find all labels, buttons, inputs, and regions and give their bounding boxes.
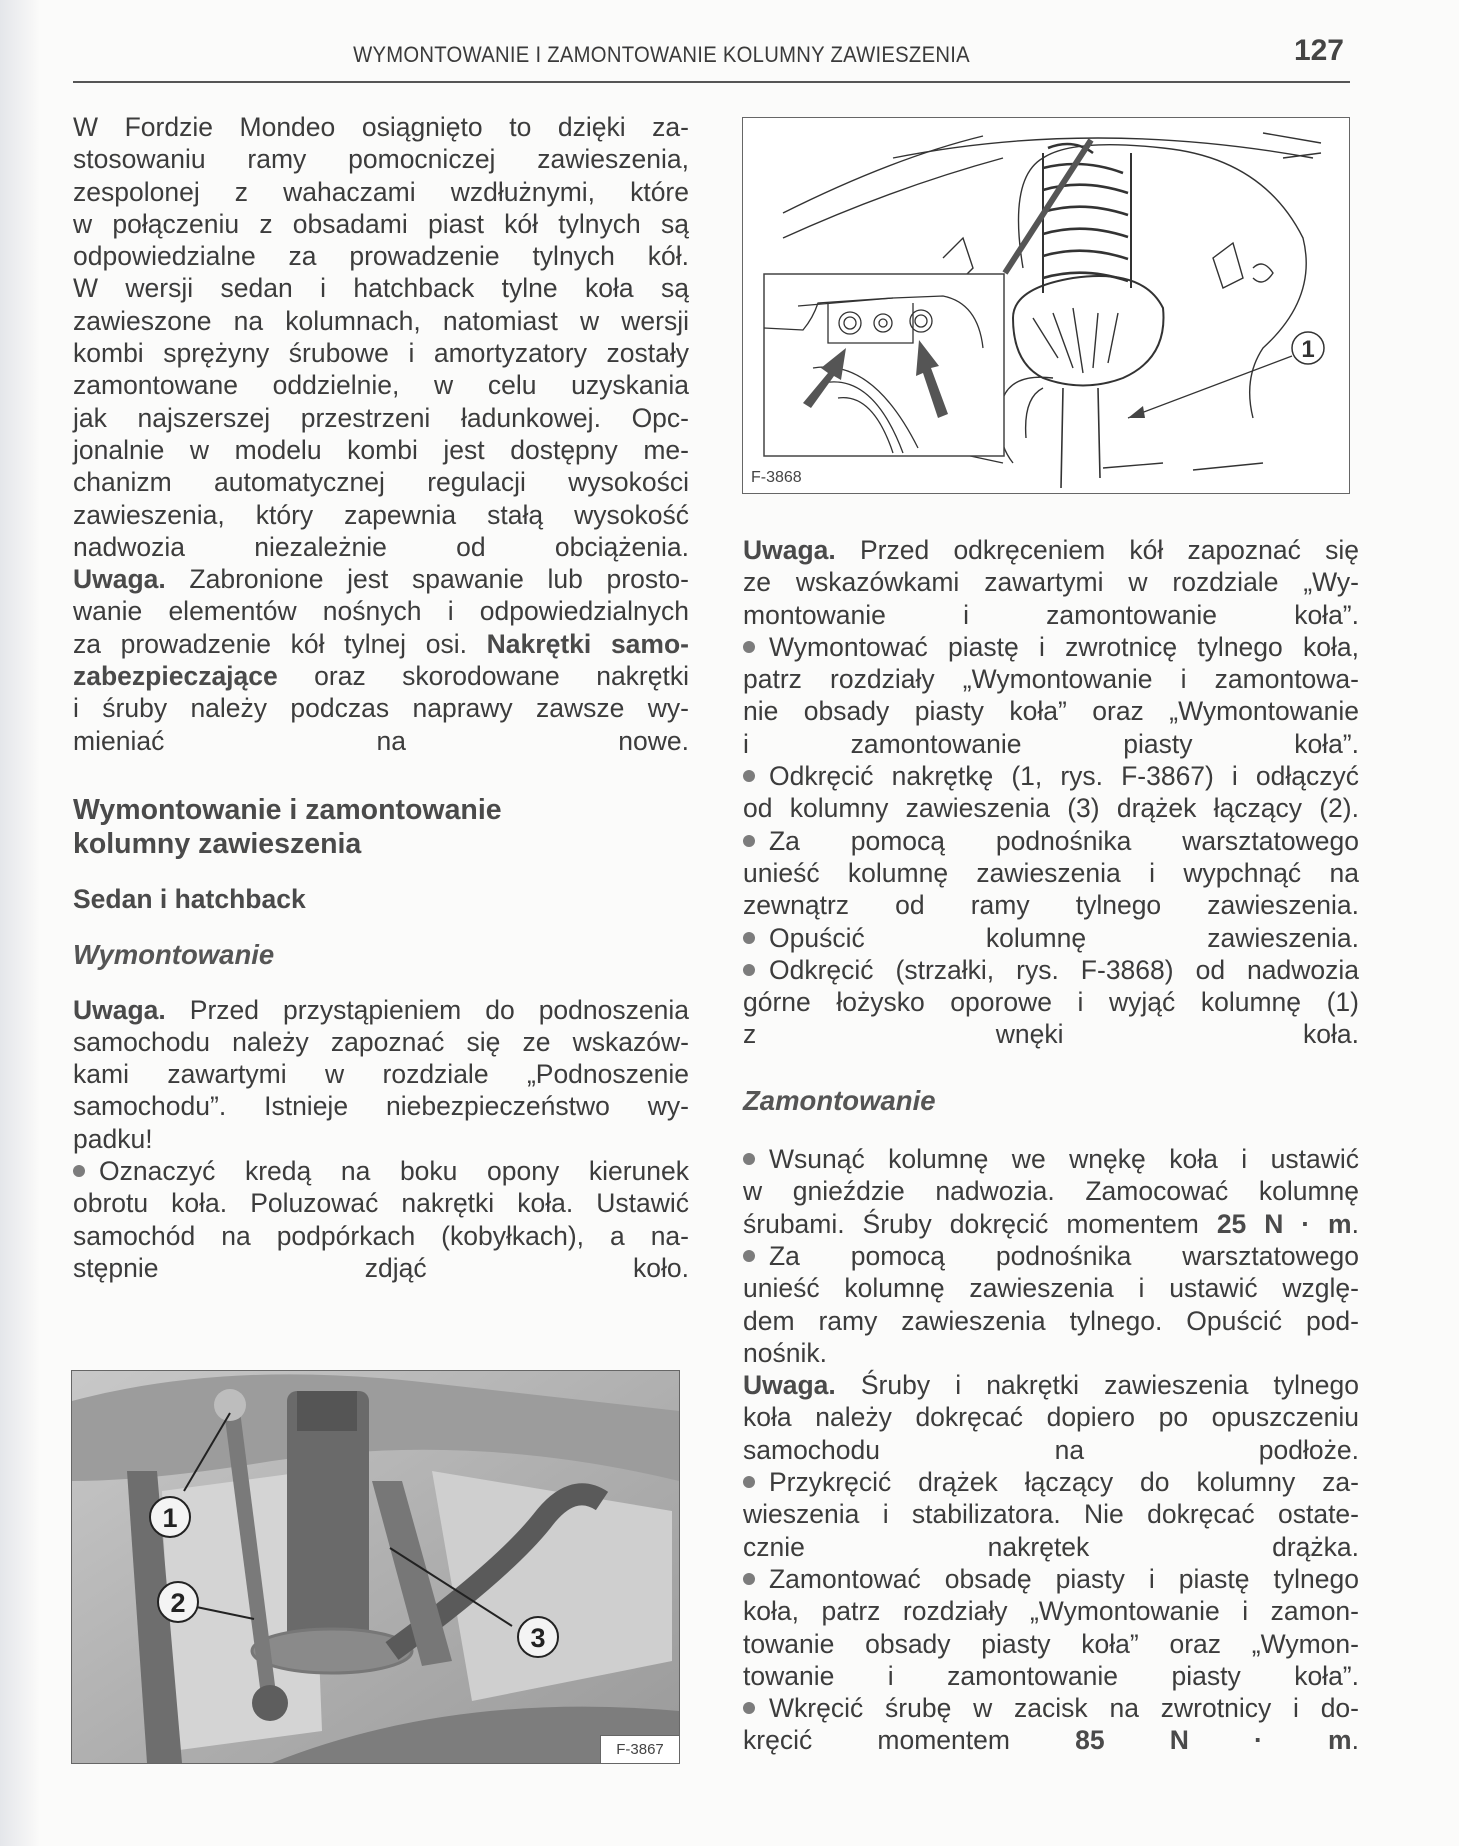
text-span: kręcić momentem (743, 1725, 1076, 1756)
text-line: od kolumny zawieszenia (3) drążek łączący (2). (743, 793, 1359, 824)
install-step-1 (743, 1143, 1359, 1240)
removal-step-2 (743, 760, 1359, 825)
text-line (743, 1563, 1359, 1595)
text-line: samochodu należy zapoznać się ze wskazów- (73, 1026, 689, 1057)
text-line: nośnik. (743, 1337, 827, 1368)
bullet-icon (743, 641, 755, 653)
procedure-heading-removal: Wymontowanie (73, 939, 275, 971)
text-line: i śruby należy podczas naprawy zawsze wy- (73, 693, 689, 724)
bullet-icon (73, 1165, 85, 1177)
text-line (743, 954, 1359, 986)
bullet-icon (743, 835, 755, 847)
warning-welding (73, 563, 689, 757)
text-line: stępnie zdjąć koło. (73, 1252, 689, 1283)
torque-value: 25 N · m (1216, 1208, 1352, 1239)
text-span: Przykręcić drążek łączący do kolumny za- (769, 1467, 1359, 1498)
text-span: Opuścić kolumnę zawieszenia. (769, 922, 1359, 953)
text-line: zawieszone na kolumnach, natomiast w wersji (73, 305, 689, 336)
text-line: kombi sprężyny śrubowe i amortyzatory zostały (73, 338, 689, 369)
warning-label: Uwaga. (743, 1370, 836, 1401)
text-span: . (1351, 1725, 1359, 1756)
text-line (743, 922, 1359, 954)
text-span: Wsunąć kolumnę we wnękę koła i ustawić (769, 1144, 1359, 1175)
suspension-photo (72, 1371, 679, 1763)
text-line: jak najszerszej przestrzeni ładunkowej. Opc- (73, 402, 689, 433)
install-step-4 (743, 1563, 1359, 1692)
text-line: wanie elementów nośnych i odpowiedzialnych (73, 596, 689, 627)
text-line (73, 563, 689, 595)
text-line: W Fordzie Mondeo osiągnięto to dzięki za- (73, 112, 689, 142)
text-span: oraz skorodowane nakrętki (277, 661, 689, 692)
removal-step-1 (743, 631, 1359, 760)
bold-text: zabezpieczające (73, 661, 278, 692)
heading-line: Wymontowanie i zamontowanie (73, 793, 502, 826)
text-span: Wymontować piastę i zwrotnicę tylnego koła, (769, 631, 1359, 662)
text-line (743, 1466, 1359, 1498)
text-line: unieść kolumnę zawieszenia i wypchnąć na (743, 857, 1359, 888)
text-line (743, 1692, 1359, 1724)
text-line: montowanie i zamontowanie koła”. (743, 599, 1359, 630)
text-line: koła, patrz rozdziały „Wymontowanie i zamon- (743, 1596, 1359, 1627)
text-span: za prowadzenie kół tylnej osi. (73, 628, 487, 659)
text-line: z wnęki koła. (743, 1019, 1359, 1050)
text-span: Za pomocą podnośnika warsztatowego (769, 825, 1359, 856)
detail-inset (764, 274, 1004, 456)
text-line: wieszenia i stabilizatora. Nie dokręcać ostate- (743, 1499, 1359, 1530)
text-line: kami zawartymi w rozdziale „Podnoszenie (73, 1059, 689, 1090)
text-line (743, 1240, 1359, 1272)
text-span: Wkręcić śrubę w zacisk na zwrotnicy i do- (769, 1693, 1359, 1724)
warning-lifting (73, 994, 689, 1155)
text-line: W wersji sedan i hatchback tylne koła są (73, 273, 689, 304)
text-line: samochód na podpórkach (kobyłkach), a na- (73, 1220, 689, 1251)
text-line (743, 1724, 1359, 1756)
text-span: . (1351, 1208, 1359, 1239)
figure-f3867 (71, 1370, 680, 1764)
text-line: cznie nakrętek drążka. (743, 1531, 1359, 1562)
text-line (743, 825, 1359, 857)
torque-value: 85 N · m (1075, 1725, 1352, 1756)
text-line: dem ramy zawieszenia tylnego. Opuścić pod- (743, 1305, 1359, 1336)
text-line: ze wskazówkami zawartymi w rozdziale „Wy- (743, 567, 1359, 598)
text-line: jonalnie w modelu kombi jest dostępny me- (73, 434, 689, 465)
text-line: padku! (73, 1123, 153, 1154)
procedure-heading-install: Zamontowanie (743, 1084, 936, 1116)
text-line: i zamontowanie piasty koła”. (743, 728, 1359, 759)
text-line (73, 994, 689, 1026)
text-span: śrubami. Śruby dokręcić momentem (743, 1208, 1217, 1239)
callout-3-label: 3 (530, 1623, 546, 1653)
bullet-icon (743, 1476, 755, 1488)
bullet-icon (743, 1153, 755, 1165)
text-span: Przed odkręceniem kół zapoznać się (835, 535, 1359, 565)
text-span: Zamontować obsadę piasty i piastę tylnego (769, 1563, 1359, 1594)
text-line: obrotu koła. Poluzować nakrętki koła. Ustawić (73, 1188, 689, 1219)
intro-paragraph (73, 111, 689, 563)
text-span: Przed przystąpieniem do podnoszenia (165, 994, 689, 1025)
text-line (743, 1208, 1359, 1240)
text-line: towanie i zamontowanie piasty koła”. (743, 1660, 1359, 1691)
text-span: Oznaczyć kredą na boku opony kierunek (99, 1156, 689, 1187)
callout-1-label: 1 (162, 1503, 178, 1533)
text-line: koła należy dokręcać dopiero po opuszczeniu (743, 1402, 1359, 1433)
text-line (743, 1369, 1359, 1401)
running-title: WYMONTOWANIE I ZAMONTOWANIE KOLUMNY ZAWIESZENIA (353, 42, 970, 67)
bullet-icon (743, 1702, 755, 1714)
page-edge-shadow (0, 0, 40, 1846)
text-line: samochodu”. Istnieje niebezpieczeństwo wy- (73, 1091, 689, 1122)
running-header (73, 36, 1350, 82)
header-rule (73, 81, 1350, 83)
text-line: górne łożysko oporowe i wyjąć kolumnę (1) (743, 987, 1359, 1018)
text-span: Odkręcić nakrętkę (1, rys. F-3867) i odłączyć (769, 761, 1359, 792)
page-number: 127 (1293, 34, 1344, 67)
text-span: Zabronione jest spawanie lub prosto- (165, 564, 689, 595)
text-line: mieniać na nowe. (73, 725, 689, 756)
section-heading (73, 793, 689, 861)
text-span: Za pomocą podnośnika warsztatowego (769, 1240, 1359, 1271)
text-line: zawieszenia, który zapewnia stałą wysokość (73, 499, 689, 530)
install-step-3 (743, 1466, 1359, 1563)
text-line: unieść kolumnę zawieszenia i ustawić wzglę- (743, 1273, 1359, 1304)
text-span: Śruby i nakrętki zawieszenia tylnego (835, 1370, 1359, 1401)
left-column (73, 111, 689, 1284)
bullet-icon (743, 1573, 755, 1585)
text-line (743, 631, 1359, 663)
text-line: w połączeniu z obsadami piast kół tylnych są (73, 208, 689, 239)
warning-tightening (743, 1369, 1359, 1466)
step-mark-tire (73, 1155, 689, 1284)
text-line: nadwozia niezależnie od obciążenia. (73, 531, 689, 562)
bullet-icon (743, 964, 755, 976)
text-line: samochodu na podłoże. (743, 1434, 1359, 1465)
removal-step-3 (743, 825, 1359, 922)
bullet-icon (743, 1250, 755, 1262)
text-line: patrz rozdziały „Wymontowanie i zamontowa- (743, 664, 1359, 695)
warning-label: Uwaga. (743, 535, 836, 565)
bullet-icon (743, 932, 755, 944)
text-line (73, 660, 689, 692)
bold-text: Nakrętki samo- (486, 628, 689, 659)
warning-wheels (743, 534, 1359, 631)
figure-f3868 (742, 117, 1350, 494)
text-line: stosowaniu ramy pomocniczej zawieszenia, (73, 144, 689, 175)
text-line (73, 1155, 689, 1187)
text-line: odpowiedzialne za prowadzenie tylnych kół. (73, 241, 689, 272)
figure-label: F-3868 (751, 469, 802, 486)
subheading: Sedan i hatchback (73, 883, 306, 914)
text-line: zespolonej z wahaczami wzdłużnymi, które (73, 176, 689, 207)
warning-label: Uwaga. (73, 564, 166, 595)
install-step-5 (743, 1692, 1359, 1757)
text-line: zamontowane oddzielnie, w celu uzyskania (73, 370, 689, 401)
text-line (743, 534, 1359, 566)
text-line: nie obsady piasty koła” oraz „Wymontowanie (743, 696, 1359, 727)
text-line: chanizm automatycznej regulacji wysokości (73, 467, 689, 498)
bullet-icon (743, 770, 755, 782)
text-line (743, 1143, 1359, 1175)
right-column (743, 534, 1359, 1757)
svg-text:1: 1 (1301, 336, 1315, 363)
text-span: Odkręcić (strzałki, rys. F-3868) od nadwozia (769, 954, 1359, 985)
text-line (73, 628, 689, 660)
warning-label: Uwaga. (73, 994, 166, 1025)
strut-mount-drawing (743, 118, 1349, 493)
heading-line: kolumny zawieszenia (73, 827, 362, 860)
figure-label: F-3867 (600, 1735, 679, 1763)
text-line: zewnątrz od ramy tylnego zawieszenia. (743, 890, 1359, 921)
install-step-2 (743, 1240, 1359, 1369)
removal-step-4 (743, 922, 1359, 954)
callout-2-label: 2 (170, 1588, 186, 1618)
text-line: w gnieździe nadwozia. Zamocować kolumnę (743, 1176, 1359, 1207)
text-line: towanie obsady piasty koła” oraz „Wymon- (743, 1628, 1359, 1659)
text-line (743, 760, 1359, 792)
removal-step-5 (743, 954, 1359, 1051)
